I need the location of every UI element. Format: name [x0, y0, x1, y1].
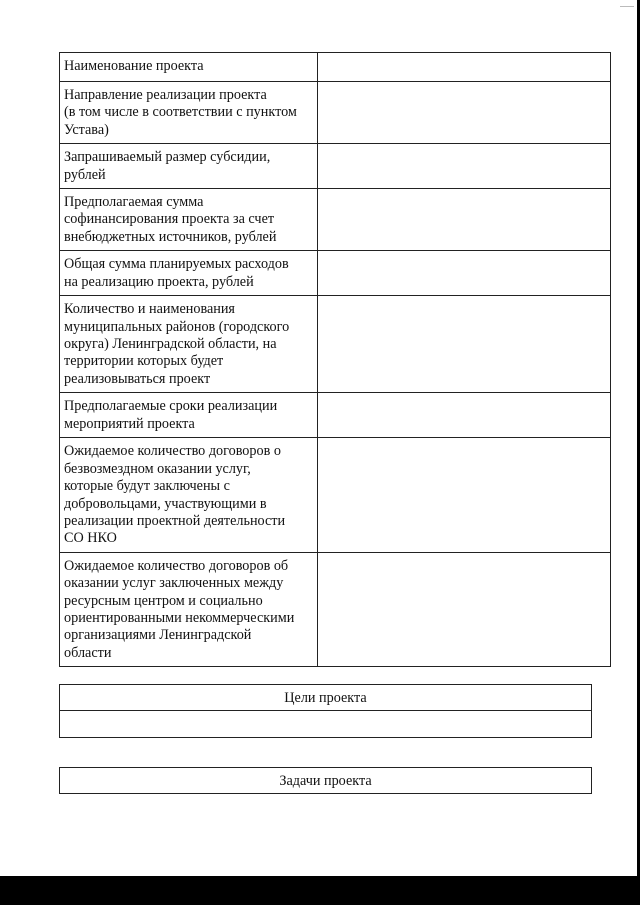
- row-label: Количество и наименования муниципальных районов (городского округа) Ленинградской области, на территории которых будет реализовываться проект: [60, 296, 318, 393]
- row-label: Общая сумма планируемых расходов на реализацию проекта, рублей: [60, 251, 318, 296]
- row-label: Запрашиваемый размер субсидии, рублей: [60, 144, 318, 189]
- table-row: [60, 189, 611, 251]
- row-value[interactable]: [318, 251, 611, 296]
- tasks-title: Задачи проекта: [279, 773, 372, 789]
- table-row: [60, 296, 611, 393]
- table-row: [60, 53, 611, 82]
- row-label: Ожидаемое количество договоров о безвозмездном оказании услуг, которые будут заключены с добровольцами, участвующими в реализации проектной деятельности СО НКО: [60, 438, 318, 552]
- table-row: [60, 393, 611, 438]
- goals-section: [59, 684, 592, 738]
- row-label: Наименование проекта: [60, 53, 318, 82]
- table-row: [60, 251, 611, 296]
- table-row: [60, 144, 611, 189]
- scan-bottom-bar: [0, 876, 640, 905]
- row-value[interactable]: [318, 144, 611, 189]
- goals-content[interactable]: [60, 710, 591, 737]
- row-value[interactable]: [318, 296, 611, 393]
- table-row: [60, 438, 611, 552]
- row-value[interactable]: [318, 393, 611, 438]
- row-value[interactable]: [318, 438, 611, 552]
- project-info-table: [59, 52, 611, 667]
- goals-title: Цели проекта: [284, 690, 367, 706]
- row-label: Ожидаемое количество договоров об оказании услуг заключенных между ресурсным центром и социально ориентированными некоммерческими организациями Ленинградской области: [60, 552, 318, 666]
- row-label: Направление реализации проекта (в том числе в соответствии с пунктом Устава): [60, 82, 318, 144]
- scan-corner-mark: [620, 6, 634, 7]
- row-label: Предполагаемая сумма софинансирования проекта за счет внебюджетных источников, рублей: [60, 189, 318, 251]
- table-row: [60, 552, 611, 666]
- row-value[interactable]: [318, 552, 611, 666]
- tasks-section: [59, 767, 592, 794]
- row-value[interactable]: [318, 82, 611, 144]
- row-value[interactable]: [318, 189, 611, 251]
- table-row: [60, 82, 611, 144]
- row-value[interactable]: [318, 53, 611, 82]
- row-label: Предполагаемые сроки реализации мероприятий проекта: [60, 393, 318, 438]
